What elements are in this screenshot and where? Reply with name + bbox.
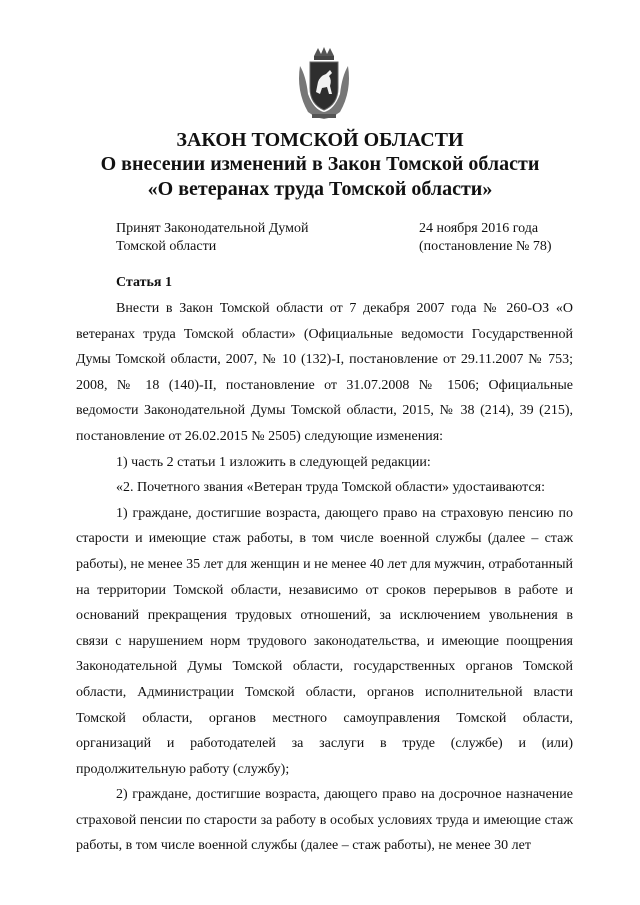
adoption-date-line: 24 ноября 2016 года bbox=[419, 221, 539, 236]
paragraph: 2) граждане, достигшие возраста, дающего право на досрочное назначение страховой пенсии по старости за работу в особых условиях труда и имеющие стаж работы, в том числе военной службы (далее – стаж работы), не менее 30 лет bbox=[76, 787, 573, 854]
coat-of-arms-icon bbox=[294, 46, 354, 122]
adoption-date bbox=[419, 220, 552, 256]
law-subtitle-line-1: О внесении изменений в Закон Томской области bbox=[100, 153, 540, 175]
article-body bbox=[76, 296, 573, 859]
paragraph: 1) граждане, достигшие возраста, дающего право на страховую пенсию по старости и имеющие стаж работы, в том числе военной службы (далее – стаж работы), не менее 35 лет для женщин и не менее 40 лет для мужчин, отработанный на территории Томской области, независимо от сроков перерывов в работе и оснований прекращения трудовых отношений, за исключением увольнения в связи с нарушением норм трудового законодательства, и имеющие поощрения Законодательной Думы Томской области, государственных органов Томской области, Администрации Томской области, органов исполнительной власти Томской области, органов местного самоуправления Томской области, организаций и работодателей за заслуги в труде (службе) и (или) продолжительную работу (службу); bbox=[76, 505, 573, 777]
adopted-by-line-1: Принят Законодательной Думой bbox=[116, 221, 309, 236]
paragraph: Внести в Закон Томской области от 7 декабря 2007 года № 260-ОЗ «О ветеранах труда Томской области» (Официальные ведомости Государственной Думы Томской области, 2007, № 10 (132)-I, постановление от 29.11.2007 № 753; 2008, № 18 (140)-II, постановление от 31.07.2008 № 1506; Официальные ведомости Законодательной Думы Томской области, 2015, № 38 (214), 39 (215), постановление от 26.02.2015 № 2505) следующие изменения: bbox=[76, 301, 573, 444]
law-subtitle-line-2: «О ветеранах труда Томской области» bbox=[147, 178, 493, 200]
paragraph: 1) часть 2 статьи 1 изложить в следующей редакции: bbox=[116, 454, 431, 470]
adopted-by-line-2: Томской области bbox=[116, 239, 217, 254]
adopted-by bbox=[116, 220, 308, 256]
law-title-block bbox=[0, 128, 640, 202]
paragraph: «2. Почетного звания «Ветеран труда Томской области» удостаиваются: bbox=[116, 480, 545, 496]
law-title: ЗАКОН ТОМСКОЙ ОБЛАСТИ bbox=[176, 129, 464, 151]
resolution-number: (постановление № 78) bbox=[419, 239, 552, 254]
article-heading: Статья 1 bbox=[116, 275, 172, 290]
